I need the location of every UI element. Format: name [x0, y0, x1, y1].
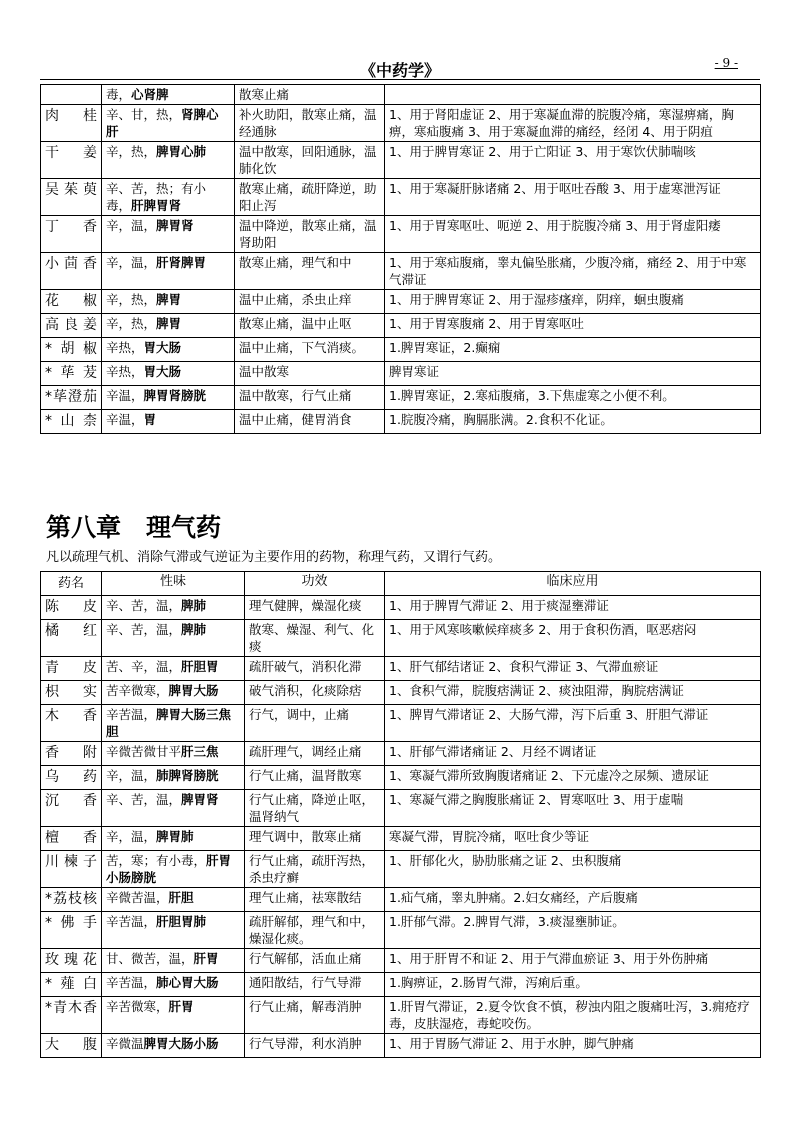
- page-header: [40, 56, 760, 80]
- nature-cell: [102, 596, 245, 620]
- nature-text: 辛苦温，: [106, 975, 157, 990]
- clinical-cell: 1、用于肝胃不和证 2、用于气滞血瘀证 3、用于外伤肿痛: [385, 949, 761, 973]
- effect-cell: 疏肝理气，调经止痛: [245, 742, 385, 766]
- clinical-cell: 1、用于脾胃寒证 2、用于亡阳证 3、用于寒饮伏肺喘咳: [385, 142, 761, 179]
- meridian-text: 脾胃: [156, 316, 182, 331]
- table-row: [41, 85, 761, 105]
- herb-name: *佛手: [41, 912, 102, 949]
- meridian-text: 肝胆: [168, 890, 194, 905]
- table-row: [41, 851, 761, 888]
- meridian-text: 脾胃大肠: [168, 683, 219, 698]
- header-nature: 性味: [102, 572, 245, 596]
- herb-name: 丁香: [41, 216, 102, 253]
- meridian-text: 肝胃: [193, 951, 219, 966]
- meridian-text: 心肾脾: [131, 87, 169, 102]
- nature-cell: [102, 790, 245, 827]
- meridian-text: 肝肾脾胃: [156, 255, 207, 270]
- nature-cell: [102, 973, 245, 997]
- clinical-cell: 1、脾胃气滞诸证 2、大肠气滞，泻下后重 3、肝胆气滞证: [385, 705, 761, 742]
- clinical-cell: 寒凝气滞，胃脘冷痛，呕吐食少等证: [385, 827, 761, 851]
- meridian-text: 脾胃心肺: [156, 144, 207, 159]
- nature-text: 辛、甘，热，: [106, 107, 182, 122]
- effect-cell: 通阳散结，行气导滞: [245, 973, 385, 997]
- clinical-cell: 1、用于胃肠气滞证 2、用于水肿，脚气肿痛: [385, 1034, 761, 1058]
- nature-cell: [102, 362, 235, 386]
- nature-cell: [102, 766, 245, 790]
- herb-name: 大腹: [41, 1034, 102, 1058]
- herb-name: *荜茇: [41, 362, 102, 386]
- nature-text: 苦，寒；有小毒，: [106, 853, 207, 868]
- table-row: [41, 657, 761, 681]
- effect-cell: 破气消积，化痰除痞: [245, 681, 385, 705]
- effect-cell: 散寒止痛，温中止呕: [235, 314, 385, 338]
- clinical-cell: 1、用于风寒咳嗽候痒痰多 2、用于食积伤酒，呕恶痞闷: [385, 620, 761, 657]
- meridian-text: 脾胃: [156, 292, 182, 307]
- clinical-cell: 1、用于寒疝腹痛，睾丸偏坠胀痛，少腹冷痛，痛经 2、用于中寒气滞证: [385, 253, 761, 290]
- nature-cell: [102, 216, 235, 253]
- effect-cell: 理气健脾，燥湿化痰: [245, 596, 385, 620]
- table-row: [41, 338, 761, 362]
- effect-cell: 温中散寒: [235, 362, 385, 386]
- header-rule: [40, 79, 760, 80]
- nature-cell: [102, 105, 235, 142]
- herb-name: 檀香: [41, 827, 102, 851]
- nature-text: 辛微温: [106, 1036, 144, 1051]
- clinical-cell: 1、食积气滞，脘腹痞满证 2、痰浊阻滞，胸脘痞满证: [385, 681, 761, 705]
- meridian-text: 肝脾胃肾: [131, 198, 182, 213]
- effect-cell: 行气导滞，利水消肿: [245, 1034, 385, 1058]
- table-row: [41, 386, 761, 410]
- meridian-text: 肺脾肾膀胱: [156, 768, 219, 783]
- table-row: [41, 888, 761, 912]
- herb-name: 橘红: [41, 620, 102, 657]
- effect-cell: 行气解郁，活血止痛: [245, 949, 385, 973]
- nature-cell: [102, 290, 235, 314]
- effect-cell: 行气，调中，止痛: [245, 705, 385, 742]
- clinical-cell: 1、用于胃寒呕吐、呃逆 2、用于脘腹冷痛 3、用于肾虚阳痿: [385, 216, 761, 253]
- effect-cell: 理气调中，散寒止痛: [245, 827, 385, 851]
- nature-cell: [102, 851, 245, 888]
- herb-name: 花椒: [41, 290, 102, 314]
- effect-cell: 行气止痛，降逆止呕，温肾纳气: [245, 790, 385, 827]
- clinical-cell: 1、用于脾胃寒证 2、用于湿疹瘙痒，阴痒，蛔虫腹痛: [385, 290, 761, 314]
- table-row: [41, 314, 761, 338]
- nature-text: 毒，: [106, 87, 132, 102]
- effect-cell: 散寒止痛: [235, 85, 385, 105]
- nature-cell: [102, 253, 235, 290]
- nature-text: 辛温，: [106, 388, 144, 403]
- clinical-cell: 1、用于肾阳虚证 2、用于寒凝血滞的脘腹冷痛，寒湿痹痛，胸痹，寒疝腹痛 3、用于寒凝血滞的痛经，经闭 4、用于阴疽: [385, 105, 761, 142]
- chapter-title: 第八章 理气药: [46, 513, 222, 542]
- table-row: [41, 790, 761, 827]
- nature-cell: [102, 179, 235, 216]
- nature-text: 辛、苦，温，: [106, 792, 182, 807]
- clinical-cell: 1.胸痹证，2.肠胃气滞，泻痢后重。: [385, 973, 761, 997]
- nature-cell: [102, 386, 235, 410]
- clinical-cell: 1、肝气郁结诸证 2、食积气滞证 3、气滞血瘀证: [385, 657, 761, 681]
- meridian-text: 胃大肠: [143, 364, 182, 379]
- nature-text: 辛，温，: [106, 218, 157, 233]
- qi-regulating-herbs-table: [40, 571, 761, 1058]
- nature-text: 辛微苦温，: [106, 890, 169, 905]
- herb-name: 青皮: [41, 657, 102, 681]
- clinical-cell: 1.脾胃寒证，2.癫痫: [385, 338, 761, 362]
- herb-name: *山柰: [41, 410, 102, 434]
- meridian-text: 肝胆胃肺: [156, 914, 207, 929]
- table-row: [41, 216, 761, 253]
- table-row: [41, 620, 761, 657]
- herb-name: 陈皮: [41, 596, 102, 620]
- meridian-text: 肝胃小肠膀胱: [106, 853, 232, 885]
- meridian-text: 胃: [143, 412, 157, 427]
- herb-name: *薤白: [41, 973, 102, 997]
- herb-name: *胡椒: [41, 338, 102, 362]
- table-row: [41, 912, 761, 949]
- header-effect: 功效: [245, 572, 385, 596]
- herb-name: 吴茱萸: [41, 179, 102, 216]
- nature-cell: [102, 888, 245, 912]
- herb-name: 乌药: [41, 766, 102, 790]
- clinical-cell: 1、寒凝气滞之胸腹胀痛证 2、胃寒呕吐 3、用于虚喘: [385, 790, 761, 827]
- table-row: [41, 290, 761, 314]
- table-header-row: [41, 572, 761, 596]
- nature-text: 甘、微苦，温，: [106, 951, 194, 966]
- meridian-text: 脾肺: [181, 622, 207, 637]
- nature-cell: [102, 997, 245, 1034]
- nature-text: 辛、苦，热；有小毒，: [106, 181, 207, 213]
- table-row: [41, 827, 761, 851]
- herb-name: 干姜: [41, 142, 102, 179]
- clinical-cell: [385, 85, 761, 105]
- nature-cell: [102, 1034, 245, 1058]
- nature-cell: [102, 338, 235, 362]
- clinical-cell: 1.疝气痛，睾丸肿痛。2.妇女痛经，产后腹痛: [385, 888, 761, 912]
- effect-cell: 散寒止痛，理气和中: [235, 253, 385, 290]
- effect-cell: 补火助阳，散寒止痛，温经通脉: [235, 105, 385, 142]
- table-row: [41, 997, 761, 1034]
- table-row: [41, 973, 761, 997]
- nature-text: 辛，热，: [106, 316, 157, 331]
- meridian-text: 肝胃: [168, 999, 194, 1014]
- nature-text: 辛，温，: [106, 829, 157, 844]
- nature-cell: [102, 949, 245, 973]
- meridian-text: 肾脾心肝: [106, 107, 219, 139]
- herb-name: 木香: [41, 705, 102, 742]
- book-title: 《中药学》: [359, 61, 440, 80]
- herb-name: *荜澄茄: [41, 386, 102, 410]
- meridian-text: 脾肺: [181, 598, 207, 613]
- effect-cell: 行气止痛，温肾散寒: [245, 766, 385, 790]
- table-row: [41, 766, 761, 790]
- nature-cell: [102, 705, 245, 742]
- clinical-cell: 脾胃寒证: [385, 362, 761, 386]
- nature-text: 辛，热，: [106, 144, 157, 159]
- table-row: [41, 179, 761, 216]
- nature-cell: [102, 314, 235, 338]
- meridian-text: 肝三焦: [181, 744, 219, 759]
- effect-cell: 温中散寒，回阳通脉，温肺化饮: [235, 142, 385, 179]
- meridian-text: 脾胃肾: [181, 792, 219, 807]
- nature-text: 苦辛微寒，: [106, 683, 169, 698]
- header-clinical: 临床应用: [385, 572, 761, 596]
- nature-text: 辛，温，: [106, 255, 157, 270]
- clinical-cell: 1、寒凝气滞所致胸腹诸痛证 2、下元虚冷之尿频、遗尿证: [385, 766, 761, 790]
- chapter-intro: 凡以疏理气机、消除气滞或气逆证为主要作用的药物，称理气药，又谓行气药。: [46, 550, 502, 565]
- nature-cell: [102, 827, 245, 851]
- effect-cell: 疏肝解郁，理气和中，燥湿化痰。: [245, 912, 385, 949]
- nature-text: 辛，热，: [106, 292, 157, 307]
- meridian-text: 脾胃大肠小肠: [143, 1036, 219, 1051]
- herb-name: 沉香: [41, 790, 102, 827]
- herb-name: 香附: [41, 742, 102, 766]
- nature-text: 辛、苦，温，: [106, 622, 182, 637]
- herb-name: 玫瑰花: [41, 949, 102, 973]
- warming-herbs-table: [40, 84, 761, 434]
- nature-text: 辛苦微寒，: [106, 999, 169, 1014]
- clinical-cell: 1.肝胃气滞证，2.夏令饮食不慎，秽浊内阻之腹痛吐泻，3.痈疮疗毒，皮肤湿疮，毒蛇咬伤。: [385, 997, 761, 1034]
- effect-cell: 温中止痛，下气消痰。: [235, 338, 385, 362]
- nature-text: 辛苦温，: [106, 914, 157, 929]
- table-row: [41, 742, 761, 766]
- effect-cell: 行气止痛，解毒消肿: [245, 997, 385, 1034]
- nature-text: 辛、苦，温，: [106, 598, 182, 613]
- clinical-cell: 1.肝郁气滞。2.脾胃气滞，3.痰湿壅肺证。: [385, 912, 761, 949]
- nature-text: 辛，温，: [106, 768, 157, 783]
- nature-cell: [102, 620, 245, 657]
- nature-cell: [102, 912, 245, 949]
- meridian-text: 胃大肠: [143, 340, 182, 355]
- nature-cell: [102, 142, 235, 179]
- clinical-cell: 1、用于胃寒腹痛 2、用于胃寒呕吐: [385, 314, 761, 338]
- herb-name: 肉桂: [41, 105, 102, 142]
- nature-text: 辛温，: [106, 412, 144, 427]
- effect-cell: 温中降逆，散寒止痛，温肾助阳: [235, 216, 385, 253]
- nature-text: 辛微苦微甘平: [106, 744, 182, 759]
- table-row: [41, 142, 761, 179]
- meridian-text: 肝胆胃: [181, 659, 219, 674]
- meridian-text: 脾胃肾膀胱: [143, 388, 207, 403]
- nature-cell: [102, 657, 245, 681]
- table-row: [41, 596, 761, 620]
- herb-name: *荔枝核: [41, 888, 102, 912]
- table-row: [41, 949, 761, 973]
- table-row: [41, 681, 761, 705]
- effect-cell: 温中止痛，健胃消食: [235, 410, 385, 434]
- table-row: [41, 105, 761, 142]
- effect-cell: 行气止痛，疏肝泻热，杀虫疗癣: [245, 851, 385, 888]
- nature-cell: [102, 681, 245, 705]
- effect-cell: 疏肝破气，消积化滞: [245, 657, 385, 681]
- clinical-cell: 1.脾胃寒证，2.寒疝腹痛，3.下焦虚寒之小便不利。: [385, 386, 761, 410]
- nature-text: 辛苦温，: [106, 707, 157, 722]
- herb-name: 小茴香: [41, 253, 102, 290]
- table-row: [41, 362, 761, 386]
- meridian-text: 脾胃大肠三焦胆: [106, 707, 232, 739]
- clinical-cell: 1.脘腹冷痛，胸膈胀满。2.食积不化证。: [385, 410, 761, 434]
- effect-cell: 散寒止痛，疏肝降逆，助阳止泻: [235, 179, 385, 216]
- meridian-text: 脾胃肺: [156, 829, 194, 844]
- herb-name: 枳实: [41, 681, 102, 705]
- meridian-text: 肺心胃大肠: [156, 975, 219, 990]
- nature-text: 辛热，: [106, 364, 144, 379]
- nature-text: 辛热，: [106, 340, 144, 355]
- nature-cell: [102, 85, 235, 105]
- nature-cell: [102, 410, 235, 434]
- herb-name: 川楝子: [41, 851, 102, 888]
- nature-cell: [102, 742, 245, 766]
- table-row: [41, 705, 761, 742]
- header-name: 药名: [41, 572, 102, 596]
- table-row: [41, 1034, 761, 1058]
- page-number: - 9 -: [714, 56, 738, 70]
- table-row: [41, 410, 761, 434]
- effect-cell: 散寒、燥湿、利气、化痰: [245, 620, 385, 657]
- herb-name: 高良姜: [41, 314, 102, 338]
- clinical-cell: 1、用于脾胃气滞证 2、用于痰湿壅滞证: [385, 596, 761, 620]
- clinical-cell: 1、肝郁化火，胁肋胀痛之证 2、虫积腹痛: [385, 851, 761, 888]
- effect-cell: 理气止痛，祛寒散结: [245, 888, 385, 912]
- effect-cell: 温中止痛，杀虫止痒: [235, 290, 385, 314]
- nature-text: 苦、辛，温，: [106, 659, 182, 674]
- clinical-cell: 1、肝郁气滞诸痛证 2、月经不调诸证: [385, 742, 761, 766]
- table-row: [41, 253, 761, 290]
- clinical-cell: 1、用于寒凝肝脉诸痛 2、用于呕吐吞酸 3、用于虚寒泄泻证: [385, 179, 761, 216]
- meridian-text: 脾胃肾: [156, 218, 194, 233]
- effect-cell: 温中散寒，行气止痛: [235, 386, 385, 410]
- herb-name: *青木香: [41, 997, 102, 1034]
- herb-name: [41, 85, 102, 105]
